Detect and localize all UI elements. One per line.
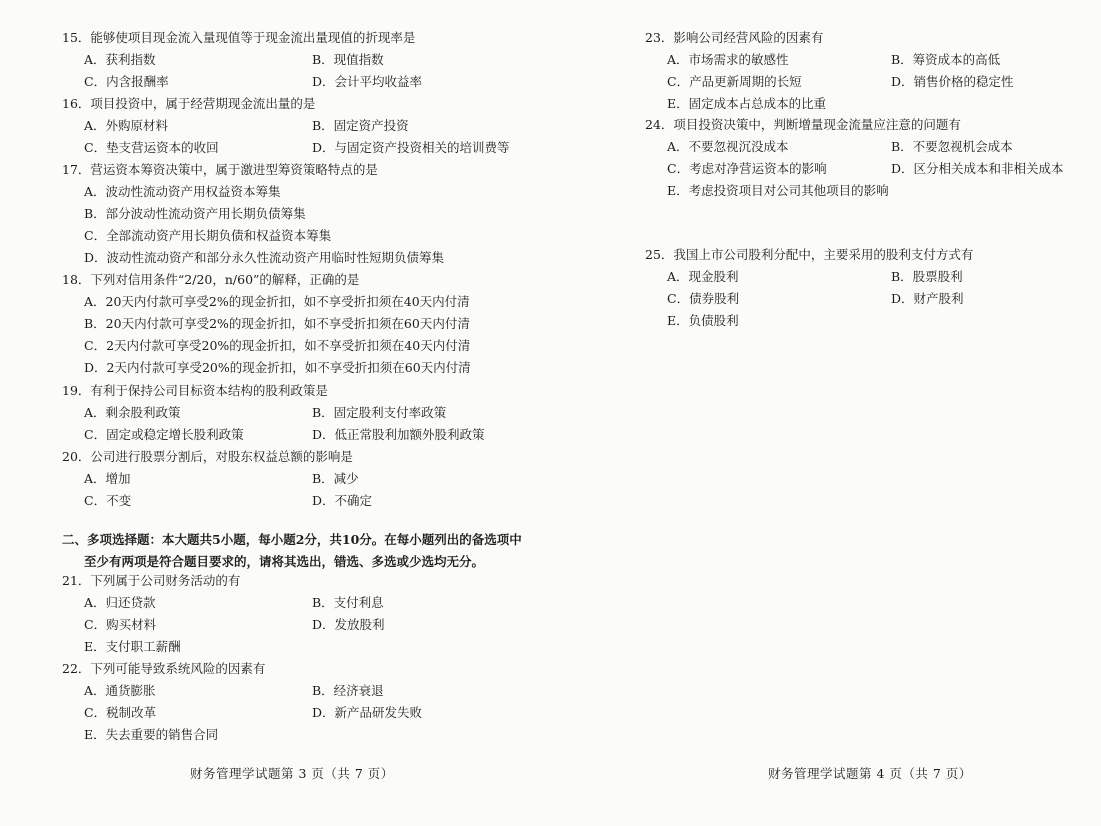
question-stem: 19．有利于保持公司目标资本结构的股利政策是 [62, 383, 328, 398]
question-22 [62, 658, 552, 746]
option-c: C．全部流动资产用长期负债和权益资本筹集 [84, 228, 332, 243]
option-c: C．内含报酬率 [84, 74, 169, 89]
question-17 [62, 159, 552, 269]
section-2-line-2: 至少有两项是符合题目要求的，请将其选出，错选、多选或少选均无分。 [84, 554, 485, 569]
option-d: D．区分相关成本和非相关成本 [891, 161, 1064, 176]
option-c: C．垫支营运资本的收回 [84, 140, 219, 155]
option-c: C．税制改革 [84, 705, 157, 720]
option-c: C．购买材料 [84, 617, 157, 632]
option-c: C．固定或稳定增长股利政策 [84, 427, 244, 442]
option-a: A．市场需求的敏感性 [667, 52, 789, 67]
option-a: A．获利指数 [84, 52, 156, 67]
option-d: D．波动性流动资产和部分永久性流动资产用临时性短期负债筹集 [84, 250, 445, 265]
option-b: B．支付利息 [312, 595, 384, 610]
option-d: D．发放股利 [312, 617, 385, 632]
question-stem: 25．我国上市公司股利分配中，主要采用的股利支付方式有 [645, 247, 974, 262]
section-2-heading [62, 529, 552, 573]
option-c: C．考虑对净营运资本的影响 [667, 161, 827, 176]
question-stem: 24．项目投资决策中，判断增量现金流量应注意的问题有 [645, 117, 961, 132]
option-e: E．支付职工薪酬 [84, 639, 181, 654]
option-d: D．与固定资产投资相关的培训费等 [312, 140, 510, 155]
option-b: B．经济衰退 [312, 683, 384, 698]
option-b: B．固定股利支付率政策 [312, 405, 447, 420]
question-24 [645, 114, 1085, 202]
question-stem: 15．能够使项目现金流入量现值等于现金流出量现值的折现率是 [62, 30, 416, 45]
question-18 [62, 269, 552, 379]
option-a: A．20天内付款可享受2%的现金折扣，如不享受折扣须在40天内付清 [84, 294, 470, 309]
option-b: B．20天内付款可享受2%的现金折扣，如不享受折扣须在60天内付清 [84, 316, 470, 331]
question-25 [645, 244, 1085, 332]
option-b: B．现值指数 [312, 52, 384, 67]
option-a: A．增加 [84, 471, 131, 486]
option-e: E．负债股利 [667, 313, 739, 328]
option-d: D．新产品研发失败 [312, 705, 423, 720]
option-b: B．股票股利 [891, 269, 963, 284]
option-c: C．产品更新周期的长短 [667, 74, 802, 89]
option-d: D．低正常股利加额外股利政策 [312, 427, 485, 442]
question-16 [62, 93, 552, 159]
question-stem: 20．公司进行股票分割后，对股东权益总额的影响是 [62, 449, 353, 464]
question-20 [62, 446, 552, 512]
option-a: A．波动性流动资产用权益资本筹集 [84, 184, 281, 199]
option-d: D．会计平均收益率 [312, 74, 423, 89]
option-d: D．财产股利 [891, 291, 964, 306]
option-b: B．减少 [312, 471, 359, 486]
question-stem: 18．下列对信用条件“2/20，n/60”的解释，正确的是 [62, 272, 360, 287]
option-e: E．失去重要的销售合同 [84, 727, 219, 742]
question-stem: 16．项目投资中，属于经营期现金流出量的是 [62, 96, 316, 111]
option-b: B．部分波动性流动资产用长期负债筹集 [84, 206, 306, 221]
option-b: B．筹资成本的高低 [891, 52, 1001, 67]
question-stem: 21．下列属于公司财务活动的有 [62, 573, 241, 588]
option-b: B．固定资产投资 [312, 118, 409, 133]
option-a: A．通货膨胀 [84, 683, 156, 698]
option-c: C．债券股利 [667, 291, 740, 306]
question-stem: 17．营运资本筹资决策中，属于激进型筹资策略特点的是 [62, 162, 378, 177]
option-a: A．外购原材料 [84, 118, 169, 133]
page-footer: 财务管理学试题第 3 页（共 7 页） [190, 766, 394, 781]
question-23 [645, 27, 1085, 115]
option-d: D．不确定 [312, 493, 373, 508]
option-a: A．现金股利 [667, 269, 739, 284]
question-15 [62, 27, 552, 93]
option-e: E．固定成本占总成本的比重 [667, 96, 827, 111]
question-stem: 22．下列可能导致系统风险的因素有 [62, 661, 266, 676]
question-stem: 23．影响公司经营风险的因素有 [645, 30, 824, 45]
question-21 [62, 570, 552, 658]
question-19 [62, 380, 552, 446]
option-d: D．2天内付款可享受20%的现金折扣，如不享受折扣须在60天内付清 [84, 360, 471, 375]
option-b: B．不要忽视机会成本 [891, 139, 1013, 154]
page-footer: 财务管理学试题第 4 页（共 7 页） [768, 766, 972, 781]
option-c: C．2天内付款可享受20%的现金折扣，如不享受折扣须在40天内付清 [84, 338, 471, 353]
option-a: A．不要忽视沉没成本 [667, 139, 789, 154]
option-a: A．归还贷款 [84, 595, 156, 610]
section-2-line-1: 二、多项选择题：本大题共5小题，每小题2分，共10分。在每小题列出的备选项中 [62, 532, 522, 547]
page-4 [560, 0, 1101, 826]
option-c: C．不变 [84, 493, 132, 508]
option-e: E．考虑投资项目对公司其他项目的影响 [667, 183, 889, 198]
option-d: D．销售价格的稳定性 [891, 74, 1014, 89]
option-a: A．剩余股利政策 [84, 405, 181, 420]
